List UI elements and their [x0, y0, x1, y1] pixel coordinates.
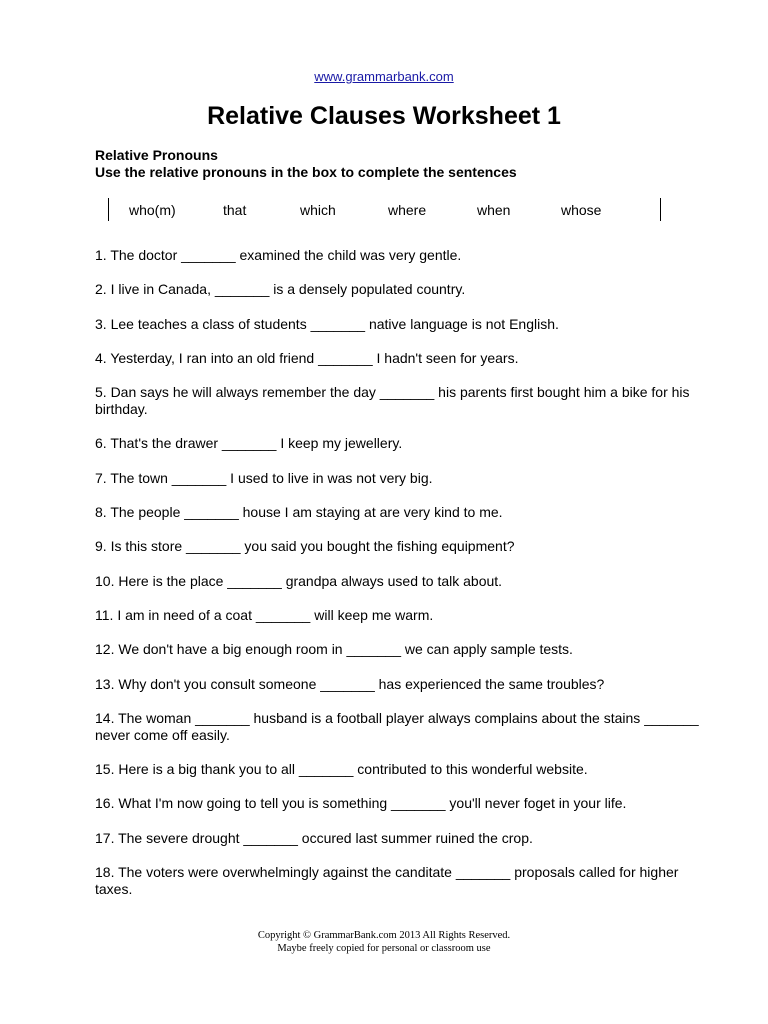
question-2: 2. I live in Canada, _______ is a densely populated country. [95, 281, 466, 298]
question-9: 9. Is this store _______ you said you bought the fishing equipment? [95, 538, 515, 555]
question-10: 10. Here is the place _______ grandpa always used to talk about. [95, 572, 503, 589]
instructions: Use the relative pronouns in the box to complete the sentences [95, 164, 517, 180]
question-18: 18. The voters were overwhelmingly against the canditate _______ proposals called for higher taxes. [95, 864, 679, 898]
question-14: 14. The woman _______ husband is a football player always complains about the stains _______ never come off easily. [95, 709, 699, 743]
copyright-line: Copyright © GrammarBank.com 2013 All Rights Reserved. [257, 930, 511, 941]
question-4: 4. Yesterday, I ran into an old friend _______ I hadn't seen for years. [95, 349, 519, 366]
word-which: which [300, 202, 336, 218]
site-link[interactable]: www.grammarbank.com [314, 69, 454, 84]
word-that: that [223, 202, 247, 218]
copyright-footer [0, 929, 768, 955]
question-1: 1. The doctor _______ examined the child was very gentle. [95, 247, 462, 263]
question-7: 7. The town _______ I used to live in was not very big. [95, 469, 433, 486]
question-12: 12. We don't have a big enough room in _______ we can apply sample tests. [95, 641, 573, 658]
question-8: 8. The people _______ house I am staying at are very kind to me. [95, 504, 503, 521]
question-5: 5. Dan says he will always remember the day _______ his parents first bought him a bike for his birthday. [95, 384, 690, 418]
usage-line: Maybe freely copied for personal or classroom use [277, 943, 491, 954]
question-6: 6. That's the drawer _______ I keep my jewellery. [95, 435, 403, 452]
question-list [95, 247, 705, 915]
word-when: when [477, 202, 511, 218]
word-where: where [388, 202, 427, 218]
question-13: 13. Why don't you consult someone _______ has experienced the same troubles? [95, 675, 605, 692]
question-3: 3. Lee teaches a class of students _______ native language is not English. [95, 315, 559, 332]
word-whose: whose [561, 202, 602, 218]
question-11: 11. I am in need of a coat _______ will keep me warm. [95, 606, 434, 623]
question-15: 15. Here is a big thank you to all _______ contributed to this wonderful website. [95, 761, 588, 778]
page-title: Relative Clauses Worksheet 1 [207, 102, 561, 130]
section-topic: Relative Pronouns [95, 147, 218, 163]
question-16: 16. What I'm now going to tell you is something _______ you'll never foget in your life. [95, 795, 627, 812]
word-box [108, 198, 661, 221]
question-17: 17. The severe drought _______ occured last summer ruined the crop. [95, 829, 533, 846]
word-who-m: who(m) [129, 202, 176, 218]
